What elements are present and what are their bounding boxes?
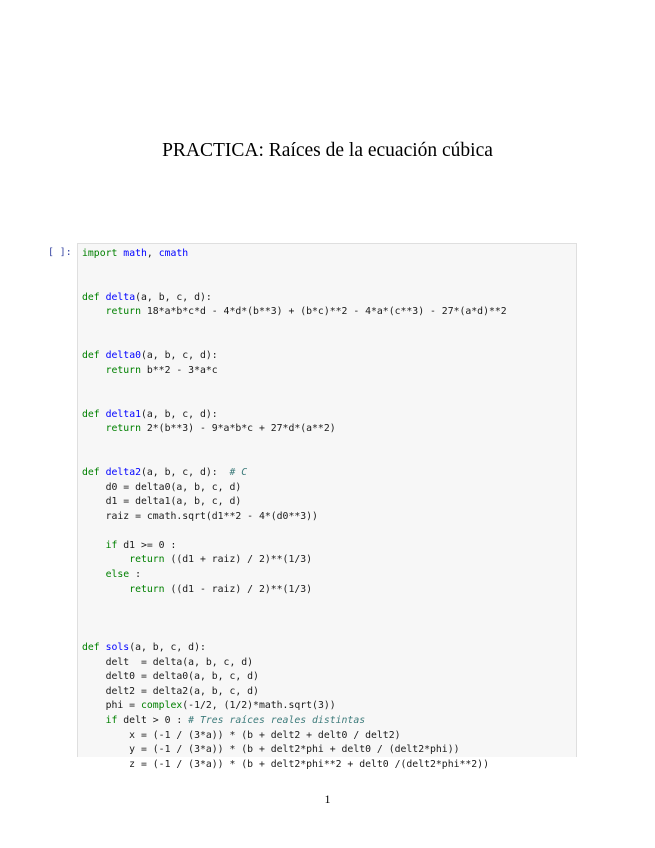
code-token: delta: [105, 291, 136, 303]
code-token: ,: [146, 248, 159, 259]
code-token: (a, b, c, d):: [129, 642, 206, 654]
code-token: else: [105, 569, 130, 581]
code-line: [82, 247, 576, 262]
code-line: [82, 305, 576, 320]
cell-prompt: [ ]:: [48, 247, 72, 258]
code-token: d1 >= 0 :: [117, 539, 177, 551]
code-token: delt > 0 :: [117, 715, 189, 726]
code-token: delt = delta(a, b, c, d): [82, 656, 254, 668]
code-token: 18*a*b*c*d - 4*d*(b**3) + (b*c)**2 - 4*a*(c**3) - 27*(a*d)**2: [140, 306, 507, 318]
code-token: [82, 584, 129, 595]
code-line: [82, 699, 576, 714]
code-line: [82, 656, 576, 671]
code-token: math: [123, 248, 147, 259]
code-token: if: [105, 539, 118, 551]
code-line: [82, 408, 576, 423]
code-line: [82, 583, 576, 598]
code-line: [82, 364, 576, 379]
code-token: (-1/2, (1/2)*math.sqrt(3)): [182, 700, 336, 712]
code-line: [82, 393, 576, 408]
code-line: [82, 670, 576, 685]
code-token: return: [105, 306, 141, 318]
code-line: [82, 466, 576, 481]
code-token: import: [82, 248, 118, 259]
code-token: # Tres raíces reales distintas: [188, 715, 366, 726]
code-token: y = (-1 / (3*a)) * (b + delt2*phi + delt0 / (delt2*phi)): [82, 744, 460, 756]
code-token: ((d1 - raiz) / 2)**(1/3): [164, 583, 313, 595]
code-token: [82, 540, 106, 551]
code-line: [82, 743, 576, 758]
code-token: phi =: [82, 700, 141, 712]
code-line: [82, 422, 576, 437]
code-editor[interactable]: [78, 244, 576, 772]
code-token: raiz = cmath.sqrt(d1**2 - 4*(d0**3)): [82, 510, 318, 522]
code-line: [82, 451, 576, 466]
code-line: [82, 612, 576, 627]
code-line: [82, 276, 576, 291]
code-token: def: [82, 350, 100, 362]
code-line: [82, 320, 576, 335]
code-token: delta0: [105, 350, 141, 362]
code-line: [82, 597, 576, 612]
code-token: delt0 = delta0(a, b, c, d): [82, 671, 259, 683]
code-line: [82, 758, 576, 773]
code-line: [82, 510, 576, 525]
code-token: [82, 365, 106, 376]
code-token: complex: [140, 700, 183, 712]
code-token: def: [82, 291, 100, 303]
code-token: 2*(b**3) - 9*a*b*c + 27*d*(a**2): [140, 423, 336, 435]
code-line: [82, 568, 576, 583]
code-token: return: [105, 364, 141, 376]
code-token: [82, 569, 106, 580]
code-token: # C: [229, 466, 248, 478]
code-token: d0 = delta0(a, b, c, d): [82, 481, 242, 493]
code-token: return: [129, 583, 165, 595]
code-token: delt2 = delta2(a, b, c, d): [82, 685, 259, 697]
code-line: [82, 262, 576, 277]
code-token: :: [129, 569, 141, 581]
code-cell[interactable]: [77, 243, 577, 770]
code-line: [82, 349, 576, 364]
code-line: [82, 378, 576, 393]
code-token: def: [82, 408, 100, 420]
code-token: cmath: [158, 248, 189, 259]
code-line: [82, 495, 576, 510]
code-line: [82, 539, 576, 554]
code-token: [82, 423, 106, 434]
code-token: x = (-1 / (3*a)) * (b + delt2 + delt0 / delt2): [82, 729, 401, 741]
code-token: if: [105, 715, 118, 726]
code-token: def: [82, 642, 100, 654]
code-token: delta2: [105, 466, 141, 478]
code-line: [82, 335, 576, 350]
code-line: [82, 437, 576, 452]
code-token: return: [129, 554, 165, 566]
code-line: [82, 553, 576, 568]
code-token: delta1: [105, 408, 141, 420]
code-line: [82, 524, 576, 539]
code-token: ((d1 + raiz) / 2)**(1/3): [164, 554, 313, 566]
code-token: [82, 554, 129, 565]
page-number: 1: [324, 792, 331, 806]
code-token: [82, 306, 106, 317]
code-token: d1 = delta1(a, b, c, d): [82, 496, 242, 508]
code-token: sols: [105, 642, 130, 654]
code-line: [82, 481, 576, 496]
code-token: return: [105, 423, 141, 435]
code-line: [82, 714, 576, 729]
code-token: (a, b, c, d):: [141, 466, 230, 478]
code-token: (a, b, c, d):: [141, 350, 218, 362]
code-token: def: [82, 466, 100, 478]
code-line: [82, 626, 576, 641]
code-line: [82, 641, 576, 656]
code-token: (a, b, c, d):: [135, 291, 212, 303]
code-token: (a, b, c, d):: [141, 408, 218, 420]
code-token: z = (-1 / (3*a)) * (b + delt2*phi**2 + delt0 /(delt2*phi**2)): [82, 758, 489, 770]
code-token: b**2 - 3*a*c: [140, 364, 218, 376]
page-title: PRACTICA: Raíces de la ecuación cúbica: [162, 140, 493, 161]
code-line: [82, 291, 576, 306]
code-line: [82, 685, 576, 700]
code-line: [82, 729, 576, 744]
code-token: [82, 715, 106, 726]
